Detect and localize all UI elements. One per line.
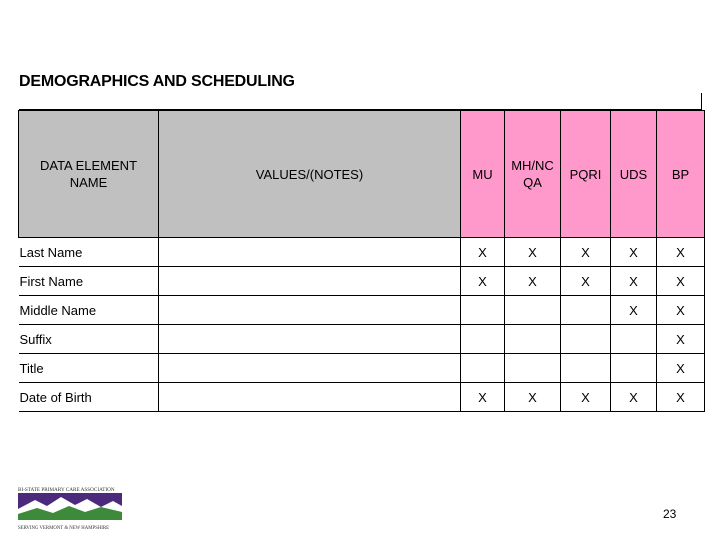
row-values [159, 296, 461, 325]
row-mark-pqri: X [561, 383, 611, 412]
row-mark-uds: X [611, 267, 657, 296]
row-values [159, 325, 461, 354]
row-mark-mu: X [461, 238, 505, 267]
row-mark-uds: X [611, 238, 657, 267]
title-divider-tick [701, 93, 702, 110]
logo-line1: BI-STATE PRIMARY CARE ASSOCIATION [18, 487, 115, 493]
row-mark-mu: X [461, 267, 505, 296]
row-values [159, 383, 461, 412]
column-header-mu: MU [461, 111, 505, 238]
column-header-values-notes: VALUES/(NOTES) [159, 111, 461, 238]
table-header-row [19, 111, 705, 238]
row-mark-bp: X [657, 354, 705, 383]
row-mark-uds: X [611, 296, 657, 325]
row-name: Suffix [19, 325, 159, 354]
row-mark-uds [611, 354, 657, 383]
row-values [159, 267, 461, 296]
column-header-mh-nc-qa: MH/NC QA [505, 111, 561, 238]
table-row [19, 267, 705, 296]
association-logo [17, 484, 125, 532]
table-row [19, 238, 705, 267]
column-header-uds: UDS [611, 111, 657, 238]
row-mark-mh-nc-qa: X [505, 267, 561, 296]
row-mark-bp: X [657, 325, 705, 354]
row-mark-uds [611, 325, 657, 354]
row-mark-mu [461, 325, 505, 354]
column-header-data-element-name: DATA ELEMENT NAME [19, 111, 159, 238]
row-mark-mu: X [461, 383, 505, 412]
table-row [19, 354, 705, 383]
row-mark-pqri [561, 296, 611, 325]
row-mark-mh-nc-qa: X [505, 383, 561, 412]
row-mark-mh-nc-qa [505, 354, 561, 383]
requirements-table [18, 110, 705, 412]
row-name: Middle Name [19, 296, 159, 325]
row-mark-mu [461, 354, 505, 383]
row-mark-mh-nc-qa [505, 296, 561, 325]
row-mark-bp: X [657, 267, 705, 296]
row-mark-mh-nc-qa: X [505, 238, 561, 267]
row-name: Date of Birth [19, 383, 159, 412]
row-mark-mu [461, 296, 505, 325]
row-mark-uds: X [611, 383, 657, 412]
table-row [19, 383, 705, 412]
page-number: 23 [663, 507, 677, 521]
row-values [159, 238, 461, 267]
row-mark-bp: X [657, 383, 705, 412]
column-header-pqri: PQRI [561, 111, 611, 238]
logo-line2: SERVING VERMONT & NEW HAMPSHIRE [18, 526, 110, 531]
row-name: Title [19, 354, 159, 383]
row-mark-pqri: X [561, 238, 611, 267]
row-mark-pqri [561, 354, 611, 383]
row-name: Last Name [19, 238, 159, 267]
slide-title: DEMOGRAPHICS AND SCHEDULING [19, 73, 295, 90]
row-mark-pqri [561, 325, 611, 354]
table-row [19, 296, 705, 325]
column-header-bp: BP [657, 111, 705, 238]
table-row [19, 325, 705, 354]
row-mark-mh-nc-qa [505, 325, 561, 354]
row-mark-pqri: X [561, 267, 611, 296]
row-mark-bp: X [657, 238, 705, 267]
row-values [159, 354, 461, 383]
row-name: First Name [19, 267, 159, 296]
row-mark-bp: X [657, 296, 705, 325]
